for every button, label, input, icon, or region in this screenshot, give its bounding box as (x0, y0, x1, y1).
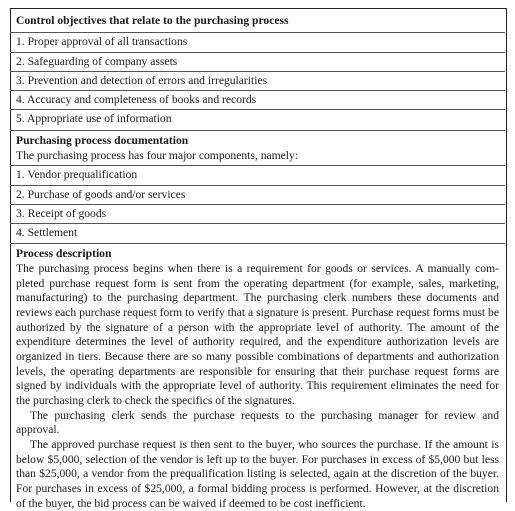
paragraph: The purchasing clerk sends the purchase requests to the purchasing manager for review and approval. (16, 408, 499, 437)
divider (10, 32, 505, 33)
process-description-heading: Process description (16, 247, 112, 260)
list-item: 2. Purchase of goods and/or services (16, 188, 186, 201)
divider (10, 223, 505, 224)
list-item: 4. Settlement (16, 226, 78, 239)
paragraph: The purchasing process begins when there is a requirement for goods or services. A manually completed purchase request form is sent from the operating department (for example, sales, marketing, manufacturing) to the purchasing department. The purchasing clerk numbers these documents and reviews each purchase request form to verify that a signature is present. Purchase request forms must be authorized by the signature of a person with the appropriate level of authority. The amount of the expenditure determines the level of authority required, and the expenditure authorization levels are organized in tiers. Because there are so many possible combinations of departments and authorization levels, the operating departments are responsible for ensuring that their purchase request forms are signed by individuals with the appropriate level of authority. This requirement eliminates the need for the purchasing clerk to check the specifics of the signatures. (16, 262, 499, 407)
control-objectives-heading: Control objectives that relate to the purchasing process (16, 14, 289, 27)
list-item: 3. Receipt of goods (16, 207, 107, 220)
documentation-heading: Purchasing process documentation (16, 134, 189, 147)
list-item: 1. Proper approval of all transactions (16, 35, 188, 48)
list-item: 4. Accuracy and completeness of books and records (16, 93, 257, 106)
divider (10, 204, 505, 205)
process-description-body (10, 262, 505, 511)
divider (10, 243, 505, 244)
list-item: 3. Prevention and detection of errors and irregularities (16, 74, 268, 87)
divider (10, 165, 505, 166)
documentation-intro: The purchasing process has four major components, namely: (16, 149, 299, 162)
divider (10, 130, 505, 131)
list-item: 2. Safeguarding of company assets (16, 55, 178, 68)
paragraph: The approved purchase request is then sent to the buyer, who sources the purchase. If the amount is below $5,000, selection of the vendor is left up to the buyer. For purchases in excess of $5,000 but less than $25,000, a vendor from the prequalification listing is selected, again at the discretion of the buyer. For purchases in excess of $25,000, a formal bidding process is performed. However, at the discretion of the buyer, the bid process can be waived if deemed to be cost inefficient. (16, 437, 499, 510)
divider (10, 185, 505, 186)
list-item: 5. Appropriate use of information (16, 112, 172, 125)
divider (10, 109, 505, 110)
divider (10, 90, 505, 91)
list-item: 1. Vendor prequalification (16, 168, 138, 181)
divider (10, 52, 505, 53)
divider (10, 71, 505, 72)
